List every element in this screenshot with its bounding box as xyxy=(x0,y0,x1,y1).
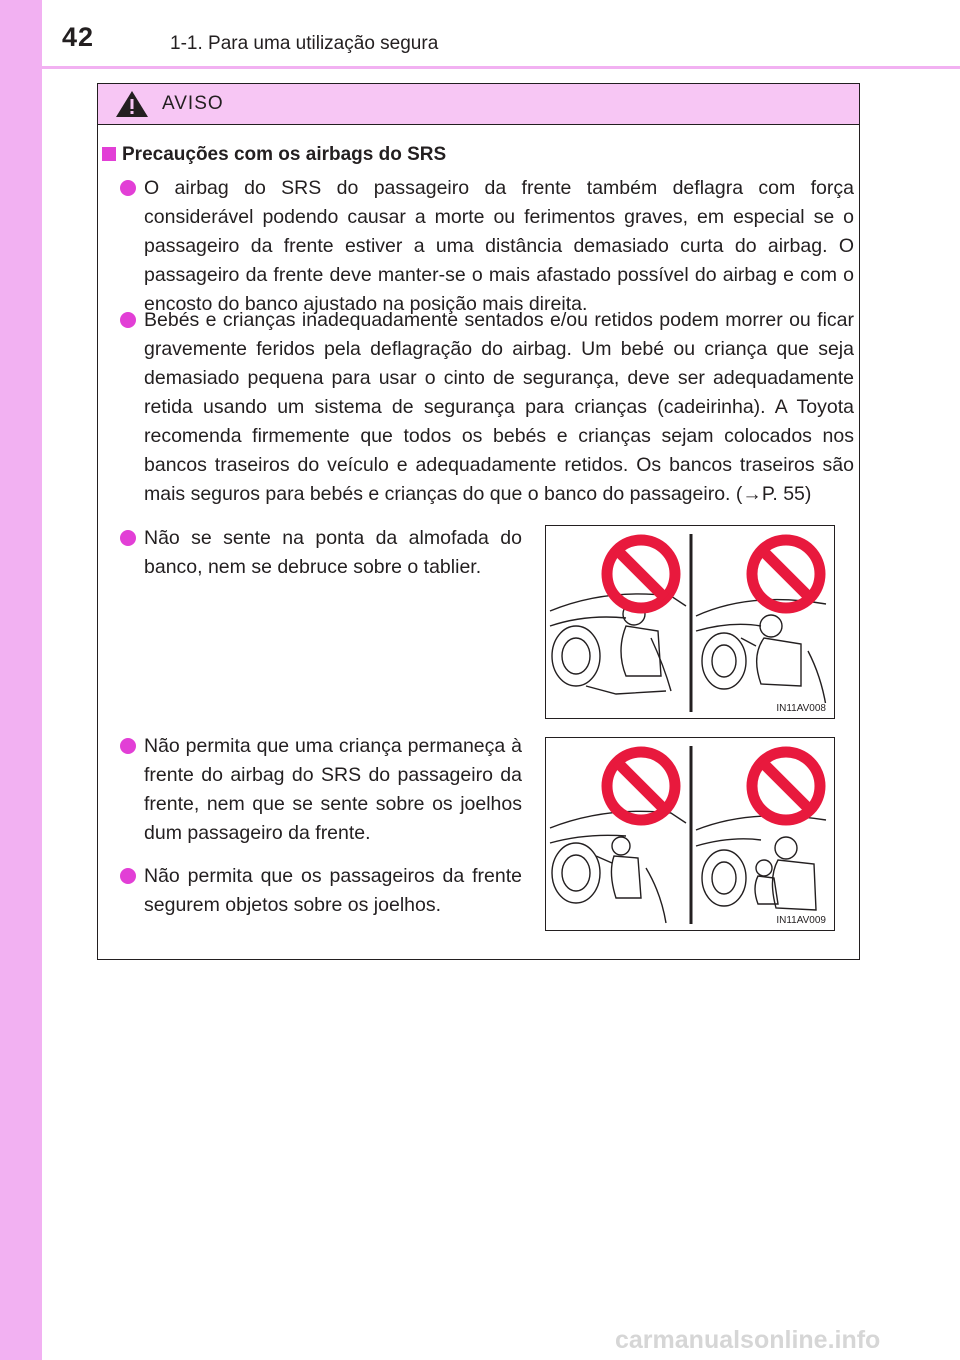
section-heading-text: Precauções com os airbags do SRS xyxy=(122,144,447,165)
bullet-text: Bebés e crianças inadequadamente sentados e/ou retidos podem morrer ou ficar gravemente feridos pela deflagração do airbag. Um bebé ou criança que seja demasiado pequena para usar o cinto de segurança, deve ser adequadamente retida usando um sistema de segurança para crianças (cadeirinha). A Toyota recomenda firmemente que todos os bebés e crianças sejam colocados nos bancos traseiros do veículo e adequadamente retidos. Os bancos traseiros são mais seguros para bebés e crianças do que o banco do passageiro. (→P. 55) xyxy=(144,309,854,505)
bullet-item xyxy=(144,306,854,509)
prohibited-icon xyxy=(752,540,820,608)
round-bullet-icon xyxy=(120,312,136,328)
bullet-text: Não permita que os passageiros da frente segurem objetos sobre os joelhos. xyxy=(144,865,522,916)
section-heading xyxy=(102,144,446,166)
bullet-text: O airbag do SRS do passageiro da frente também deflagra com força considerável podendo causar a morte ou ferimentos graves, em especial se o passageiro da frente estiver a uma distância demasiado curta do airbag. O passageiro da frente deve manter-se o mais afastado possível do airbag e com o encosto do banco ajustado na posição mais direita. xyxy=(144,177,854,315)
illustration-drawing xyxy=(546,738,835,931)
page-number: 42 xyxy=(62,22,95,52)
section-title: 1-1. Para uma utilização segura xyxy=(170,33,439,54)
bullet-item xyxy=(144,732,522,848)
illustration-seat-posture xyxy=(545,525,835,719)
prohibited-icon xyxy=(607,752,675,820)
warning-triangle-icon xyxy=(114,89,150,119)
warning-box xyxy=(97,83,860,960)
warning-header xyxy=(98,84,859,125)
bullet-item xyxy=(144,862,522,920)
warning-title: AVISO xyxy=(162,93,224,114)
prohibited-icon xyxy=(752,752,820,820)
watermark: carmanualsonline.info xyxy=(615,1326,881,1354)
square-bullet-icon xyxy=(102,147,116,161)
bullet-text: Não permita que uma criança permaneça à frente do airbag do SRS do passageiro da frente, nem que se sente sobre os joelhos dum passageiro da frente. xyxy=(144,735,522,844)
round-bullet-icon xyxy=(120,180,136,196)
bullet-item xyxy=(144,174,854,319)
illustration-child-position xyxy=(545,737,835,931)
bullet-text: Não se sente na ponta da almofada do banco, nem se debruce sobre o tablier. xyxy=(144,527,522,578)
prohibited-icon xyxy=(607,540,675,608)
side-color-strip xyxy=(0,0,42,1360)
figure-code: IN11AV008 xyxy=(776,703,826,714)
illustration-drawing xyxy=(546,526,835,719)
header-rule xyxy=(42,66,960,69)
bullet-item xyxy=(144,524,522,582)
round-bullet-icon xyxy=(120,738,136,754)
round-bullet-icon xyxy=(120,530,136,546)
round-bullet-icon xyxy=(120,868,136,884)
figure-code: IN11AV009 xyxy=(776,915,826,926)
